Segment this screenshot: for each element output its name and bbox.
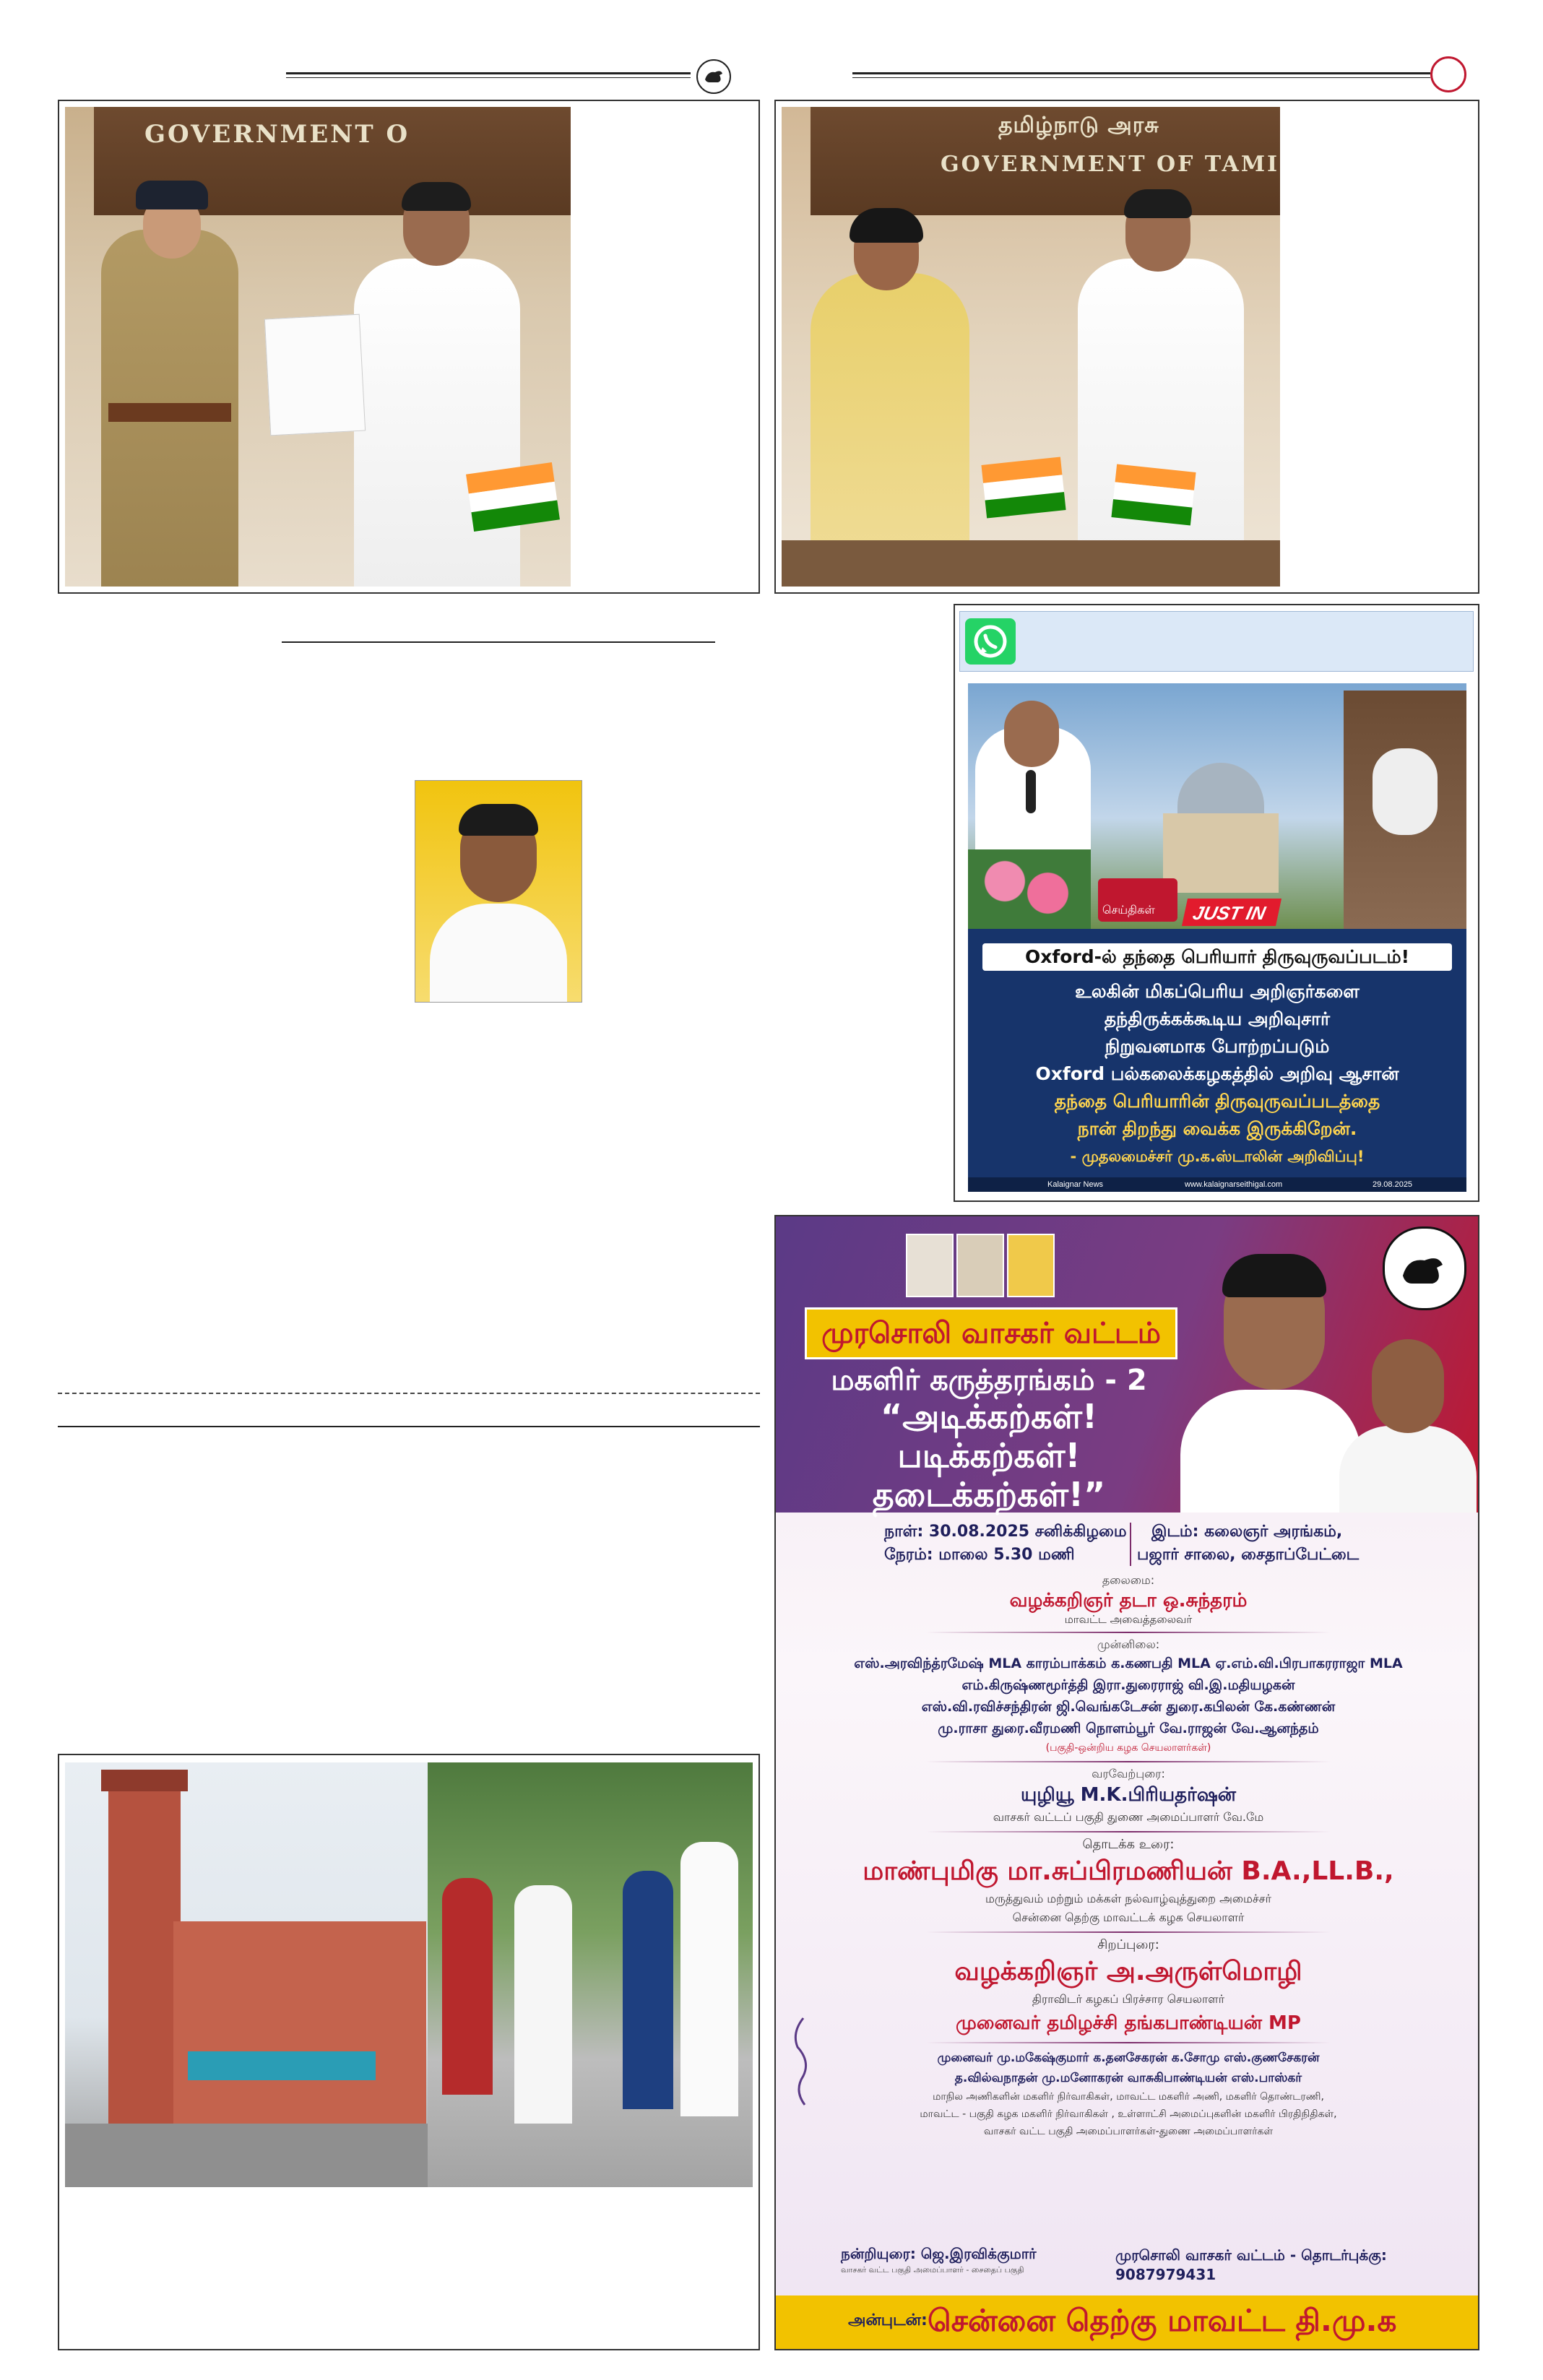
invite-date-venue-divider — [1130, 1523, 1131, 1566]
udhayanidhi-figure — [1339, 1426, 1477, 1513]
news-body — [972, 978, 1462, 1170]
news-headline: Oxford-ல் தந்தை பெரியார் திருவுருவப்படம்! — [982, 943, 1452, 971]
special-label: சிறப்புரை: — [1097, 1937, 1159, 1952]
cm-invite-hair — [1222, 1254, 1326, 1297]
woman-figure — [811, 273, 969, 587]
invite-date: நாள்: 30.08.2025 சனிக்கிழமை — [884, 1523, 1127, 1541]
person-white-dhoti — [514, 1885, 572, 2124]
divider-3 — [926, 1831, 1331, 1832]
news-attribution: - முதலமைச்சர் மு.க.ஸ்டாலின் அறிவிப்பு! — [1070, 1148, 1365, 1165]
opening-role-2: சென்னை தெற்கு மாவட்டக் கழக செயலாளர் — [1012, 1911, 1245, 1924]
invite-slogan-line-3: தடைக்கற்கள்!” — [872, 1475, 1106, 1514]
invite-slogan-line-2: படிக்கற்கள்! — [897, 1436, 1081, 1475]
org-line-1: முனைவர் மு.மகேஷ்குமார் க.தனசேகரன் க.சோமு எஸ்.குணசேகரன் — [937, 2051, 1320, 2065]
news-footer-url: www.kalaignarseithigal.com — [1185, 1180, 1283, 1189]
wall-sign-tamil-text: தமிழ்நாடு அரசு — [998, 113, 1159, 138]
whatsapp-bar — [959, 611, 1474, 672]
desk — [782, 540, 1280, 587]
closing-org: சென்னை தெற்கு மாவட்ட தி.மு.க — [928, 2303, 1397, 2338]
dashed-rule — [58, 1393, 760, 1394]
whatsapp-icon[interactable] — [965, 618, 1016, 665]
photo-woman-officer-handover — [782, 107, 1280, 587]
leader-portrait-2 — [956, 1234, 1004, 1297]
news-body-line-3: நிறுவனமாக போற்றப்படும் — [1105, 1036, 1330, 1057]
clock-tower — [108, 1777, 181, 2124]
red-circle-icon — [1430, 56, 1466, 92]
cm-invite-figure — [1180, 1390, 1361, 1513]
news-body-line-6: நான் திறந்து வைக்க இருக்கிறேன். — [1077, 1118, 1357, 1139]
divider-1 — [926, 1632, 1331, 1633]
closing-prefix: அன்புடன்: — [848, 2311, 928, 2329]
front-line-2: எம்.கிருஷ்ணமூர்த்தி இரா.துரைராஜ் வி.இ.மதியழகன் — [961, 1677, 1295, 1693]
officer-belt — [108, 403, 231, 422]
wall-sign-text: GOVERNMENT O — [144, 120, 410, 149]
invite-slogan — [798, 1397, 1180, 1514]
portrait-photo — [415, 780, 582, 1003]
news-footer-date: 29.08.2025 — [1373, 1180, 1413, 1189]
leader-portrait-3 — [1007, 1234, 1055, 1297]
opening-label: தொடக்க உரை: — [1082, 1837, 1175, 1852]
udhayanidhi-head — [1372, 1339, 1444, 1433]
invite-banner-title: முரசொலி வாசகர் வட்டம் — [805, 1307, 1177, 1359]
divider-2 — [926, 1761, 1331, 1762]
clock-tower-top — [101, 1770, 188, 1791]
invite-venue-2: பஜார் சாலை, சைதாப்பேட்டை — [1137, 1546, 1360, 1564]
india-flag-right-icon — [1111, 464, 1196, 525]
photo-officials-visit — [428, 1762, 753, 2187]
leader-portrait-1 — [906, 1234, 954, 1297]
india-flag-left-icon — [981, 456, 1066, 518]
cm-speaking-head — [1004, 701, 1059, 767]
heritage-main-building — [173, 1921, 426, 2124]
welcome-label: வரவேற்புரை: — [1092, 1767, 1165, 1780]
person-white-shirt — [680, 1842, 738, 2116]
invite-time: நேரம்: மாலை 5.30 மணி — [884, 1546, 1075, 1564]
person-blue-shirt — [623, 1871, 673, 2109]
front-line-3: எஸ்.வி.ரவிச்சந்திரன் ஜி.வெங்கடேசன் துரை.கபிலன் கே.கண்ணன் — [921, 1699, 1336, 1715]
thanks-role: வாசகர் வட்ட பகுதி அமைப்பாளர் - சைதைப் பகுதி — [841, 2265, 1024, 2275]
bull-logo-icon — [696, 59, 731, 94]
invite-slogan-line-1: “அடிக்கற்கள்! — [880, 1397, 1098, 1436]
news-image — [968, 683, 1466, 929]
flower-bouquet — [968, 849, 1091, 929]
microphone-icon — [1026, 770, 1036, 813]
org-line-3: மாநில அணிகளின் மகளிர் நிர்வாகிகள், மாவட்ட மகளிர் அணி, மகளிர் தொண்டரணி, — [933, 2091, 1324, 2103]
wall-sign-text-2: GOVERNMENT OF TAMI — [941, 152, 1280, 177]
woman-hair — [850, 208, 923, 243]
header-rule-right-thin — [852, 77, 1430, 78]
header-rule-left — [286, 72, 691, 74]
blue-canopy — [188, 2051, 376, 2080]
officer-cap — [136, 181, 208, 209]
thanks-line: நன்றியுரை: ஜெ.இரவிக்குமார் — [841, 2245, 1037, 2262]
header-rule-left-thin — [286, 77, 691, 78]
divider-4 — [926, 1931, 1331, 1933]
portrait-hair — [459, 804, 538, 836]
person-red-shirt — [442, 1878, 493, 2095]
front-line-4: மு.ராசா துரை.வீரமணி நொளம்பூர் வே.ராஜன் வே.ஆனந்தம் — [938, 1721, 1319, 1736]
news-footer-source: Kalaignar News — [1047, 1180, 1104, 1189]
org-line-2: த.வில்வநாதன் மு.மனோகரன் வாசுகிபாண்டியன் எஸ்.பாஸ்கர் — [954, 2071, 1302, 2085]
front-line-1: எஸ்.அரவிந்த்ரமேஷ் MLA காரம்பாக்கம் க.கணபதி MLA ஏ.எம்.வி.பிரபாகரராஜா MLA — [854, 1656, 1403, 1671]
invite-venue-1: இடம்: கலைஞர் அரங்கம், — [1151, 1523, 1343, 1541]
front-line-5: (பகுதி-ஒன்றிய கழக செயலாளர்கள்) — [1045, 1742, 1211, 1754]
news-body-line-5: தந்தை பெரியாரின் திருவுருவப்படத்தை — [1054, 1091, 1380, 1112]
cm-hair-2 — [1124, 189, 1192, 218]
special-name: வழக்கறிஞர் அ.அருள்மொழி — [954, 1957, 1302, 1986]
cm-hair — [402, 182, 471, 211]
invite-card — [774, 1215, 1479, 2350]
opening-name: மாண்புமிகு மா.சுப்பிரமணியன் B.A.,LL.B., — [863, 1856, 1394, 1886]
news-body-line-1: உலகின் மிகப்பெரிய அறிஞர்களை — [1075, 981, 1360, 1002]
invite-program — [776, 1573, 1479, 2140]
invite-event-title: மகளிர் கருத்தரங்கம் - 2 — [831, 1364, 1147, 1397]
news-body-line-4: Oxford பல்கலைக்கழகத்தில் அறிவு ஆசான் — [1035, 1063, 1399, 1084]
header-rule-right — [852, 72, 1430, 74]
cm-figure-2 — [1078, 259, 1244, 587]
special-role: திராவிடர் கழகப் பிரச்சார செயலாளர் — [1032, 1992, 1225, 2006]
designer-signature — [790, 2011, 812, 2112]
org-line-5: வாசகர் வட்ட பகுதி அமைப்பாளர்கள்-துணை அமைப்பாளர்கள் — [983, 2126, 1274, 2137]
news-footer — [968, 1177, 1466, 1192]
opening-role-1: மருத்துவம் மற்றும் மக்கள் நல்வாழ்வுத்துறை அமைச்சர் — [985, 1892, 1271, 1905]
welcome-name: யுழியூ M.K.பிரியதர்ஷன் — [1020, 1784, 1237, 1806]
welcome-role: வாசகர் வட்டப் பகுதி துணை அமைப்பாளர் வே.மே — [993, 1810, 1264, 1824]
portrait-shirt — [430, 904, 567, 1003]
divider-5 — [926, 2042, 1331, 2043]
courtyard — [65, 2124, 428, 2187]
section-rule — [282, 641, 715, 643]
party-emblem-icon — [1383, 1226, 1466, 1310]
news-channel-logo — [1098, 878, 1177, 922]
india-flag-icon — [466, 462, 560, 532]
org-line-4: மாவட்ட - பகுதி கழக மகளிர் நிர்வாகிகள் , உள்ளாட்சி அமைப்புகளின் மகளிர் பிரதிநிதிகள், — [920, 2108, 1337, 2120]
just-in-badge — [1182, 899, 1281, 926]
cm-figure — [354, 259, 520, 587]
photo-police-officer-handover — [65, 107, 571, 587]
presiding-role: மாவட்ட அவைத்தலைவர் — [1064, 1613, 1193, 1626]
presiding-name: வழக்கறிஞர் தடா ஒ.சுந்தரம் — [1009, 1590, 1248, 1611]
periyar-beard — [1373, 748, 1438, 835]
handed-document — [264, 314, 366, 436]
presiding-label: தலைமை: — [1102, 1573, 1155, 1587]
radcliffe-camera-building — [1149, 748, 1293, 893]
contact-line: முரசொலி வாசகர் வட்டம் - தொடர்புக்கு: 9087979431 — [1115, 2246, 1387, 2283]
just-in-text: JUST IN — [1190, 902, 1268, 924]
front-label: முன்னிலை: — [1097, 1637, 1160, 1651]
solid-rule — [58, 1426, 760, 1427]
news-body-line-2: தந்திருக்கக்கூடிய அறிவுசார் — [1104, 1008, 1331, 1029]
special-name-2: முனைவர் தமிழச்சி தங்கபாண்டியன் MP — [955, 2012, 1301, 2034]
channel-label: செய்திகள் — [1102, 903, 1155, 917]
photo-heritage-building — [65, 1762, 428, 2187]
